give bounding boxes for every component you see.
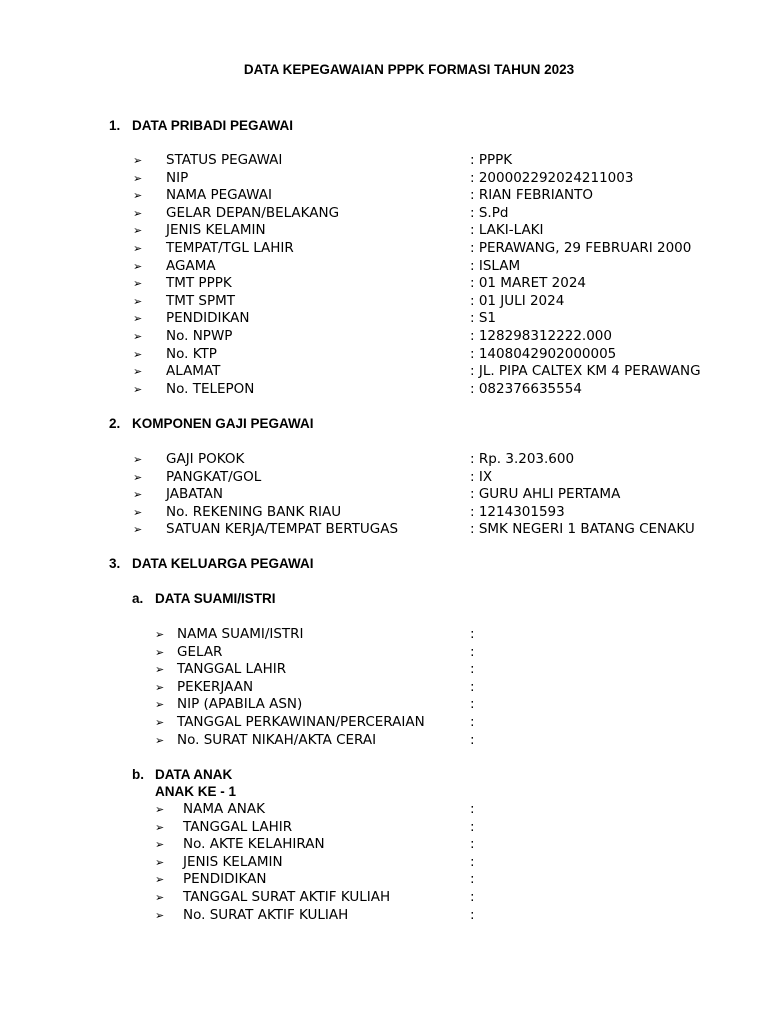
arrow-bullet-icon: ➢ bbox=[133, 171, 143, 185]
field-row bbox=[0, 504, 768, 522]
field-row bbox=[0, 363, 768, 381]
field-value: : ISLAM bbox=[470, 257, 521, 274]
arrow-bullet-icon: ➢ bbox=[155, 628, 165, 641]
field-row bbox=[0, 346, 768, 364]
field-value: : S.Pd bbox=[470, 204, 509, 221]
field-label: PEKERJAAN bbox=[177, 678, 254, 695]
field-value: : bbox=[470, 626, 475, 642]
field-row bbox=[0, 521, 768, 539]
field-label: SATUAN KERJA/TEMPAT BERTUGAS bbox=[166, 521, 399, 538]
field-value: : 200002292024211003 bbox=[470, 169, 634, 186]
subsection-heading-suami-istri bbox=[132, 591, 276, 606]
field-row bbox=[0, 328, 768, 346]
field-label: JABATAN bbox=[166, 486, 223, 503]
field-label: TMT PPPK bbox=[166, 275, 232, 292]
arrow-bullet-icon: ➢ bbox=[155, 716, 165, 729]
field-label: STATUS PEGAWAI bbox=[166, 152, 283, 168]
field-label: No. AKTE KELAHIRAN bbox=[183, 836, 325, 853]
field-row bbox=[0, 486, 768, 504]
field-label: TMT SPMT bbox=[166, 292, 236, 309]
field-row bbox=[0, 801, 768, 819]
field-value: : RIAN FEBRIANTO bbox=[470, 187, 593, 204]
section-heading-pribadi bbox=[109, 118, 293, 133]
arrow-bullet-icon: ➢ bbox=[155, 645, 165, 659]
arrow-bullet-icon: ➢ bbox=[155, 855, 165, 869]
section-number: 2. bbox=[109, 416, 121, 431]
field-value: : bbox=[470, 678, 475, 695]
subsection-title: DATA SUAMI/ISTRI bbox=[155, 591, 276, 606]
field-label: NAMA SUAMI/ISTRI bbox=[177, 626, 304, 642]
arrow-bullet-icon: ➢ bbox=[155, 803, 165, 816]
field-value: : bbox=[470, 871, 475, 888]
field-row bbox=[0, 170, 768, 188]
field-label: JENIS KELAMIN bbox=[183, 853, 283, 870]
section-title: DATA PRIBADI PEGAWAI bbox=[132, 118, 294, 133]
field-value: : 1214301593 bbox=[470, 503, 565, 520]
arrow-bullet-icon: ➢ bbox=[155, 820, 165, 834]
arrow-bullet-icon: ➢ bbox=[133, 382, 143, 396]
field-row bbox=[0, 205, 768, 223]
arrow-bullet-icon: ➢ bbox=[133, 259, 143, 273]
field-value: : bbox=[470, 853, 475, 870]
section-heading-gaji bbox=[109, 416, 314, 431]
field-value: : 1408042902000005 bbox=[470, 345, 617, 362]
field-label: PANGKAT/GOL bbox=[166, 468, 262, 485]
field-value: : SMK NEGERI 1 BATANG CENAKU bbox=[470, 521, 695, 538]
field-row bbox=[0, 732, 768, 750]
arrow-bullet-icon: ➢ bbox=[133, 224, 143, 238]
field-value: : bbox=[470, 714, 475, 730]
field-row bbox=[0, 152, 768, 170]
arrow-bullet-icon: ➢ bbox=[155, 838, 165, 852]
field-row bbox=[0, 907, 768, 925]
field-label: TANGGAL LAHIR bbox=[183, 818, 293, 835]
section-title: KOMPONEN GAJI PEGAWAI bbox=[132, 416, 314, 431]
field-value: : PERAWANG, 29 FEBRUARI 2000 bbox=[470, 240, 692, 256]
field-value: : GURU AHLI PERTAMA bbox=[470, 486, 621, 503]
arrow-bullet-icon: ➢ bbox=[133, 523, 143, 537]
field-row bbox=[0, 626, 768, 644]
arrow-bullet-icon: ➢ bbox=[133, 294, 143, 308]
field-value: : 01 MARET 2024 bbox=[470, 275, 586, 292]
subsection-heading-anak bbox=[132, 767, 232, 782]
field-row bbox=[0, 222, 768, 240]
field-label: GELAR bbox=[177, 643, 223, 660]
field-label: NAMA PEGAWAI bbox=[166, 187, 272, 204]
field-label: No. SURAT AKTIF KULIAH bbox=[183, 906, 349, 923]
field-value: : S1 bbox=[470, 310, 496, 327]
field-row bbox=[0, 889, 768, 907]
field-row bbox=[0, 836, 768, 854]
field-row bbox=[0, 310, 768, 328]
field-value: : bbox=[470, 731, 475, 748]
arrow-bullet-icon: ➢ bbox=[133, 505, 143, 519]
arrow-bullet-icon: ➢ bbox=[155, 873, 165, 887]
field-value: : bbox=[470, 661, 475, 678]
field-row bbox=[0, 679, 768, 697]
field-label: No. KTP bbox=[166, 345, 217, 362]
field-row bbox=[0, 854, 768, 872]
arrow-bullet-icon: ➢ bbox=[133, 312, 143, 326]
arrow-bullet-icon: ➢ bbox=[133, 470, 143, 484]
field-row bbox=[0, 871, 768, 889]
arrow-bullet-icon: ➢ bbox=[133, 347, 143, 361]
arrow-bullet-icon: ➢ bbox=[133, 206, 143, 220]
arrow-bullet-icon: ➢ bbox=[133, 277, 143, 291]
field-value: : 082376635554 bbox=[470, 380, 582, 397]
arrow-bullet-icon: ➢ bbox=[133, 488, 143, 502]
field-label: TANGGAL LAHIR bbox=[177, 661, 287, 678]
field-label: PENDIDIKAN bbox=[166, 310, 250, 327]
field-value: : bbox=[470, 801, 475, 817]
field-value: : bbox=[470, 836, 475, 853]
arrow-bullet-icon: ➢ bbox=[155, 733, 165, 747]
field-row bbox=[0, 187, 768, 205]
subsection-title: DATA ANAK bbox=[155, 767, 233, 782]
document-title: DATA KEPEGAWAIAN PPPK FORMASI TAHUN 2023 bbox=[243, 62, 575, 77]
field-row bbox=[0, 469, 768, 487]
field-label: ALAMAT bbox=[166, 363, 221, 380]
field-label: TANGGAL SURAT AKTIF KULIAH bbox=[183, 889, 391, 905]
arrow-bullet-icon: ➢ bbox=[133, 365, 143, 379]
field-row bbox=[0, 293, 768, 311]
field-value: : bbox=[470, 906, 475, 923]
field-value: : bbox=[470, 643, 475, 660]
field-value: : 128298312222.000 bbox=[470, 328, 612, 344]
arrow-bullet-icon: ➢ bbox=[133, 453, 143, 466]
field-label: PENDIDIKAN bbox=[183, 871, 267, 888]
field-label: NAMA ANAK bbox=[183, 801, 265, 817]
field-row bbox=[0, 644, 768, 662]
field-label: NIP bbox=[166, 169, 189, 186]
field-label: GELAR DEPAN/BELAKANG bbox=[166, 204, 340, 221]
arrow-bullet-icon: ➢ bbox=[155, 680, 165, 694]
field-value: : bbox=[470, 818, 475, 835]
arrow-bullet-icon: ➢ bbox=[155, 891, 165, 904]
field-label: GAJI POKOK bbox=[166, 451, 245, 467]
field-value: : PPPK bbox=[470, 152, 513, 168]
field-label: JENIS KELAMIN bbox=[166, 222, 266, 239]
section-heading-keluarga bbox=[109, 556, 314, 571]
field-label: No. TELEPON bbox=[166, 380, 255, 397]
field-row bbox=[0, 661, 768, 679]
arrow-bullet-icon: ➢ bbox=[133, 154, 143, 167]
field-label: No. SURAT NIKAH/AKTA CERAI bbox=[177, 731, 377, 748]
child-heading: ANAK KE - 1 bbox=[155, 784, 237, 799]
field-label: TEMPAT/TGL LAHIR bbox=[166, 240, 294, 256]
arrow-bullet-icon: ➢ bbox=[133, 330, 143, 343]
field-row bbox=[0, 696, 768, 714]
field-label: AGAMA bbox=[166, 257, 216, 274]
field-label: NIP (APABILA ASN) bbox=[177, 696, 303, 713]
field-row bbox=[0, 451, 768, 469]
field-row bbox=[0, 819, 768, 837]
field-value: : bbox=[470, 889, 475, 905]
arrow-bullet-icon: ➢ bbox=[155, 908, 165, 922]
field-row bbox=[0, 240, 768, 258]
field-value: : IX bbox=[470, 468, 493, 485]
subsection-letter: a. bbox=[132, 591, 144, 606]
field-label: No. REKENING BANK RIAU bbox=[166, 503, 342, 520]
field-label: TANGGAL PERKAWINAN/PERCERAIAN bbox=[177, 714, 425, 730]
subsection-letter: b. bbox=[132, 767, 144, 782]
field-value: : JL. PIPA CALTEX KM 4 PERAWANG bbox=[470, 363, 701, 380]
field-value: : LAKI-LAKI bbox=[470, 222, 544, 239]
arrow-bullet-icon: ➢ bbox=[133, 189, 143, 203]
arrow-bullet-icon: ➢ bbox=[155, 698, 165, 712]
section-number: 3. bbox=[109, 556, 121, 571]
field-row bbox=[0, 381, 768, 399]
field-row bbox=[0, 258, 768, 276]
field-label: No. NPWP bbox=[166, 328, 233, 344]
arrow-bullet-icon: ➢ bbox=[133, 242, 143, 255]
section-title: DATA KELUARGA PEGAWAI bbox=[132, 556, 314, 571]
field-row bbox=[0, 714, 768, 732]
section-number: 1. bbox=[109, 118, 121, 133]
field-value: : 01 JULI 2024 bbox=[470, 292, 565, 309]
field-row bbox=[0, 275, 768, 293]
arrow-bullet-icon: ➢ bbox=[155, 663, 165, 677]
field-value: : bbox=[470, 696, 475, 713]
field-value: : Rp. 3.203.600 bbox=[470, 451, 575, 467]
